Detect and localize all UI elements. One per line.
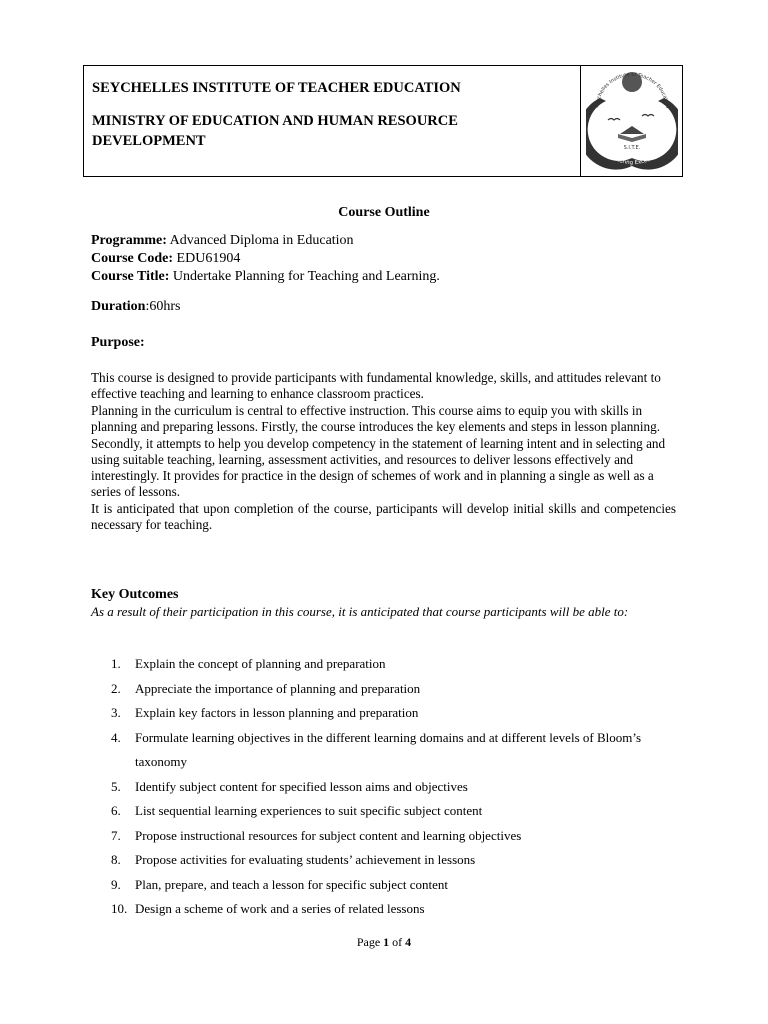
- outcomes-list: [91, 652, 651, 922]
- outcome-text: Propose activities for evaluating students’ achievement in lessons: [135, 852, 476, 867]
- page-footer: [0, 935, 768, 950]
- outcome-item: [91, 824, 651, 849]
- outcome-number: 8.: [111, 852, 121, 867]
- purpose-heading: Purpose:: [91, 335, 145, 350]
- key-outcomes-intro: As a result of their participation in this course, it is anticipated that course participants will be able to:: [91, 604, 629, 619]
- outcome-text: Identify subject content for specified lesson aims and objectives: [135, 778, 468, 794]
- logo-motto: Fostering Excellence: [607, 149, 663, 167]
- outcome-text: Plan, prepare, and teach a lesson for specific subject content: [135, 876, 448, 892]
- outcome-number: 2.: [111, 680, 121, 696]
- programme-value: Advanced Diploma in Education: [166, 233, 354, 248]
- of-word: of: [389, 935, 406, 949]
- outcome-item: [91, 701, 651, 726]
- outcome-number: 10.: [111, 901, 128, 916]
- programme-field: [91, 232, 354, 250]
- outcome-item: [91, 677, 651, 702]
- outcome-number: 6.: [111, 803, 121, 818]
- outcome-text: Propose instructional resources for subject content and learning objectives: [135, 827, 522, 843]
- course-code-label: Course Code:: [91, 251, 174, 266]
- outcome-text: List sequential learning experiences to suit specific subject content: [135, 803, 483, 818]
- page-word: Page: [356, 935, 384, 949]
- institute-name: SEYCHELLES INSTITUTE OF TEACHER EDUCATION: [92, 80, 461, 96]
- logo-arc-text: Seychelles Institute of Teacher Education: [594, 71, 670, 109]
- course-title-label: Course Title:: [91, 269, 170, 284]
- purpose-paragraph-1: This course is designed to provide participants with fundamental knowledge, skills, and attitudes relevant to effective teaching and learning to enhance classroom practices.: [91, 370, 661, 402]
- outcome-item: [91, 726, 651, 775]
- outcome-number: 5.: [111, 778, 121, 794]
- ministry-name-line1: MINISTRY OF EDUCATION AND HUMAN RESOURCE: [92, 113, 458, 129]
- outcome-item: [91, 775, 651, 800]
- programme-label: Programme:: [91, 233, 167, 248]
- outcome-item: [91, 873, 651, 898]
- document-title: Course Outline: [338, 205, 430, 220]
- ministry-name-line2: DEVELOPMENT: [92, 133, 206, 149]
- header-box: [83, 65, 683, 177]
- site-logo: [586, 68, 678, 174]
- outcome-number: 1.: [111, 656, 121, 671]
- page-number: 1: [383, 935, 390, 949]
- purpose-paragraph-3: It is anticipated that upon completion of the course, participants will develop initial skills and competencies necessary for teaching.: [91, 501, 676, 533]
- outcome-item: [91, 652, 651, 677]
- course-code-value: EDU61904: [173, 251, 241, 266]
- course-title-field: [91, 268, 440, 286]
- outcome-number: 9.: [111, 876, 121, 892]
- outcome-number: 4.: [111, 729, 121, 745]
- outcome-number: 3.: [111, 705, 121, 720]
- key-outcomes-heading: Key Outcomes: [91, 587, 179, 602]
- header-divider: [580, 66, 581, 176]
- purpose-paragraph-2: Planning in the curriculum is central to effective instruction. This course aims to equip you with skills in planning and preparing lessons. Firstly, the course introduces the key elements and steps in lesson planning. Secondly, it attempts to help you develop competency in the statement of learning intent and in selecting and using suitable teaching, learning, assessment activities, and resources to deliver lessons effectively and interestingly. It provides for practice in the design of schemes of work and in planning a single as well as a series of lessons.: [91, 403, 666, 500]
- outcome-text: Appreciate the importance of planning and preparation: [135, 680, 421, 696]
- outcome-item: [91, 848, 651, 873]
- outcome-number: 7.: [111, 827, 121, 843]
- outcome-text: Formulate learning objectives in the different learning domains and at different levels of Bloom’s taxonomy: [135, 729, 642, 769]
- logo-initials: S.I.T.E.: [623, 145, 641, 151]
- outcome-item: [91, 799, 651, 824]
- outcome-text: Design a scheme of work and a series of related lessons: [135, 901, 425, 916]
- outcome-text: Explain key factors in lesson planning and preparation: [135, 705, 419, 720]
- course-title-value: Undertake Planning for Teaching and Learning.: [169, 269, 440, 284]
- outcome-item: [91, 897, 651, 922]
- page-total: 4: [405, 935, 412, 949]
- duration-field: [91, 298, 180, 316]
- duration-value: :60hrs: [145, 299, 181, 314]
- outcome-text: Explain the concept of planning and preparation: [135, 656, 386, 671]
- course-code-field: [91, 250, 240, 268]
- duration-label: Duration: [91, 299, 146, 314]
